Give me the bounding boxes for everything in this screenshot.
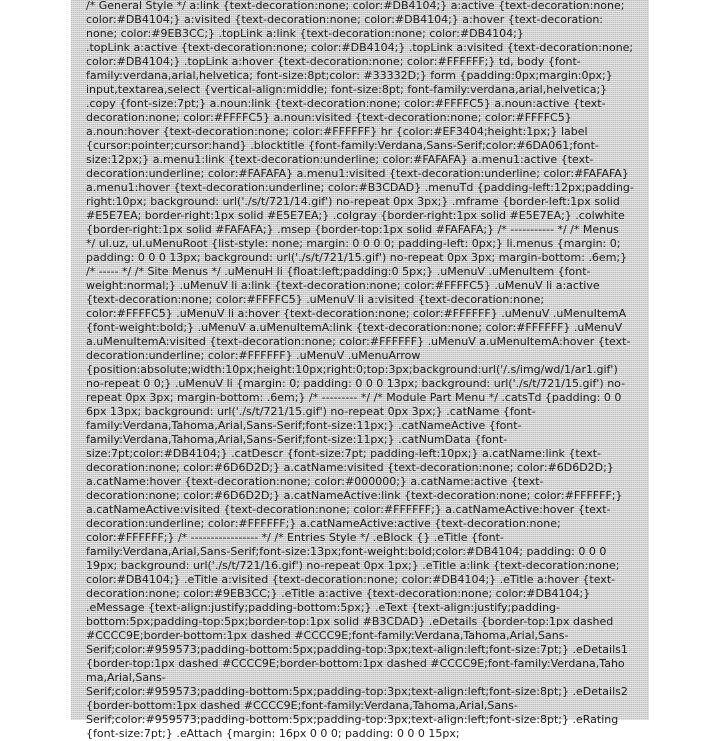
stylesheet-line: decoration:none; color:#6D6D2D;} a.catNameActive:link {text-decoration:none; color:#FFFFFF;} (86, 489, 623, 502)
stylesheet-line: none; color:#9EB3CC;} .topLink a:link {text-decoration:none; color:#DB4104;} (86, 27, 524, 40)
stylesheet-line: decoration:underline; color:#FFFFFF;} a.catNameActive:active {text-decoration:none; (86, 517, 561, 530)
stylesheet-line: bottom:5px;padding-top:5px;border-top:1px solid #B3CDAD} .eDetails {border-top:1px dashed (86, 615, 614, 628)
stylesheet-text (86, 0, 634, 741)
stylesheet-line: {position:absolute;width:10px;height:10px;right:0;top:3px;background:url('/.s/img/wd/1/ar1.gif') (86, 363, 618, 376)
stylesheet-line: Serif;color:#959573;padding-bottom:5px;padding-top:3px;text-align:left;font-size:8pt;} .eDetails2 (86, 685, 628, 698)
stylesheet-line: family:verdana,arial,helvetica; font-size:8pt;color: #33332D;} form {padding:0px;margin:0px;} (86, 69, 613, 82)
stylesheet-line: a.catName:hover {text-decoration:none; color:#000000;} a.catName:active {text- (86, 475, 544, 488)
stylesheet-line: {text-decoration:none; color:#FFFFC5} .uMenuV li a:visited {text-decoration:none; (86, 293, 545, 306)
stylesheet-line: {border-bottom:1px dashed #CCCC9E;font-family:Verdana,Tahoma,Arial,Sans- (86, 699, 518, 712)
stylesheet-line: #CCCC9E;border-bottom:1px dashed #CCCC9E;font-family:Verdana,Tahoma,Arial,Sans- (86, 629, 569, 642)
stylesheet-line: a.menu1:hover {text-decoration:underline; color:#B3CDAD} .menuTd {padding-left:12px;padding- (86, 181, 634, 194)
stylesheet-line: {cursor:pointer;cursor:hand} .blocktitle {font-family:Verdana,Sans-Serif;color:#6DA061;font- (86, 139, 599, 152)
stylesheet-line: .copy {font-size:7pt;} a.noun:link {text-decoration:none; color:#FFFFC5} a.noun:active {text- (86, 97, 606, 110)
stylesheet-line: family:Verdana,Arial,Sans-Serif;font-size:13px;font-weight:bold;color:#DB4104; padding: 0 0 0 (86, 545, 607, 558)
stylesheet-line: size:7pt;color:#DB4104;} .catDescr {font-size:7pt; padding-left:10px;} a.catName:link {text- (86, 447, 602, 460)
stylesheet-line: size:12px;} a.menu1:link {text-decoration:underline; color:#FAFAFA} a.menu1:active {text- (86, 153, 594, 166)
stylesheet-line: family:Verdana,Tahoma,Arial,Sans-Serif;font-size:11px;} .catNameActive {font- (86, 419, 522, 432)
stylesheet-line: {font-weight:bold;} .uMenuV a.uMenuItemA:link {text-decoration:none; color:#FFFFFF} .uMenuV (86, 321, 623, 334)
stylesheet-line: */ ul.uz, ul.uMenuRoot {list-style: none; margin: 0 0 0 0; padding-left: 0px;} li.menus {margin: 0; (86, 237, 621, 250)
stylesheet-document (71, 0, 649, 740)
stylesheet-line: /* ----- */ /* Site Menus */ .uMenuH li {float:left;padding:0 5px;} .uMenuV .uMenuItem {font- (86, 265, 591, 278)
stylesheet-line: Serif;color:#959573;padding-bottom:5px;padding-top:3px;text-align:left;font-size:8pt;} .eRating (86, 713, 619, 726)
stylesheet-line: color:#FFFFC5} .uMenuV li a:hover {text-decoration:none; color:#FFFFFF} .uMenuV .uMenuItemA (86, 307, 627, 320)
stylesheet-line: padding: 0 0 0 13px; background: url('./s/t/721/15.gif') no-repeat 0px 3px; margin-bottom: .6em;} (86, 251, 628, 264)
stylesheet-line: Serif;color:#959573;padding-bottom:5px;padding-top:3px;text-align:left;font-size:7pt;} .eDetails1 (86, 643, 628, 656)
stylesheet-line: color:#DB4104;} .topLink a:hover {text-decoration:none; color:#FFFFFF;} td, body {font- (86, 55, 581, 68)
stylesheet-line: .eMessage {text-align:justify;padding-bottom:5px;} .eText {text-align:justify;padding- (86, 601, 560, 614)
stylesheet-line: input,textarea,select {vertical-align:middle; font-size:8pt; font-family:verdana,arial,helvetica;} (86, 83, 608, 96)
stylesheet-line: a.uMenuItemA:visited {text-decoration:none; color:#FFFFFF} .uMenuV a.uMenuItemA:hover {text- (86, 335, 631, 348)
stylesheet-line: decoration:underline; color:#FAFAFA} a.menu1:visited {text-decoration:underline; color:#FAFAFA} (86, 167, 629, 180)
stylesheet-line: weight:normal;} .uMenuV li a:link {text-decoration:none; color:#FFFFC5} .uMenuV li a:active (86, 279, 600, 292)
stylesheet-line: {border-top:1px dashed #CCCC9E;border-bottom:1px dashed #CCCC9E;font-family:Verdana,Tahoma,Arial,Sans- (86, 657, 625, 684)
stylesheet-line: decoration:none; color:#6D6D2D;} a.catName:visited {text-decoration:none; color:#6D6D2D;} (86, 461, 614, 474)
stylesheet-line: color:#DB4104;} a:visited {text-decoration:none; color:#DB4104;} a:hover {text-decoration: (86, 13, 603, 26)
stylesheet-line: a.catNameActive:visited {text-decoration:none; color:#FFFFFF;} a.catNameActive:hover {text- (86, 503, 611, 516)
stylesheet-line: color:#FFFFFF;} /* ----------------- */ /* Entries Style */ .eBlock {} .eTitle {font- (86, 531, 504, 544)
stylesheet-line: .topLink a:active {text-decoration:none; color:#DB4104;} .topLink a:visited {text-decoration:none; (86, 41, 634, 54)
stylesheet-line: a.noun:hover {text-decoration:none; color:#FFFFFF} hr {color:#EF3404;height:1px;} label (86, 125, 588, 138)
stylesheet-line: color:#DB4104;} .eTitle a:visited {text-decoration:none; color:#DB4104;} .eTitle a:hover {text- (86, 573, 616, 586)
stylesheet-line: 19px; background: url('./s/t/721/16.gif') no-repeat 0px 1px;} .eTitle a:link {text-decoration:none; (86, 559, 620, 572)
stylesheet-line: repeat 0px 3px; margin-bottom: .6em;} /* --------- */ /* Module Part Menu */ .catsTd {padding: 0 0 (86, 391, 622, 404)
stylesheet-line: {border-right:1px solid #FAFAFA;} .msep {border-top:1px solid #FAFAFA;} /* ----------- */ /* Menus (86, 223, 619, 236)
stylesheet-line: {font-size:7pt;} .eAttach {margin: 16px 0 0 0; padding: 0 0 0 15px; (86, 727, 460, 740)
stylesheet-line: decoration:underline; color:#FFFFFF} .uMenuV .uMenuArrow (86, 349, 421, 362)
stylesheet-line: decoration:none; color:#9EB3CC;} .eTitle a:active {text-decoration:none; color:#DB4104;} (86, 587, 591, 600)
stylesheet-line: decoration:none; color:#FFFFC5} a.noun:visited {text-decoration:none; color:#FFFFC5} (86, 111, 572, 124)
stylesheet-line: #E5E7EA; border-right:1px solid #E5E7EA;} .colgray {border-right:1px solid #E5E7EA;} .colwhite (86, 209, 625, 222)
stylesheet-line: /* General Style */ a:link {text-decoration:none; color:#DB4104;} a:active {text-decoration:none; (86, 0, 625, 12)
stylesheet-line: 6px 13px; background: url('./s/t/721/15.gif') no-repeat 0px 3px;} .catName {font- (86, 405, 536, 418)
stylesheet-line: family:Verdana,Tahoma,Arial,Sans-Serif;font-size:11px;} .catNumData {font- (86, 433, 508, 446)
stylesheet-line: no-repeat 0 0;} .uMenuV li {margin: 0; padding: 0 0 0 13px; background: url('./s/t/721/15.gif') no- (86, 377, 626, 390)
stylesheet-line: right:10px; background: url('./s/t/721/14.gif') no-repeat 0px 3px;} .mframe {border-left:1px solid (86, 195, 620, 208)
